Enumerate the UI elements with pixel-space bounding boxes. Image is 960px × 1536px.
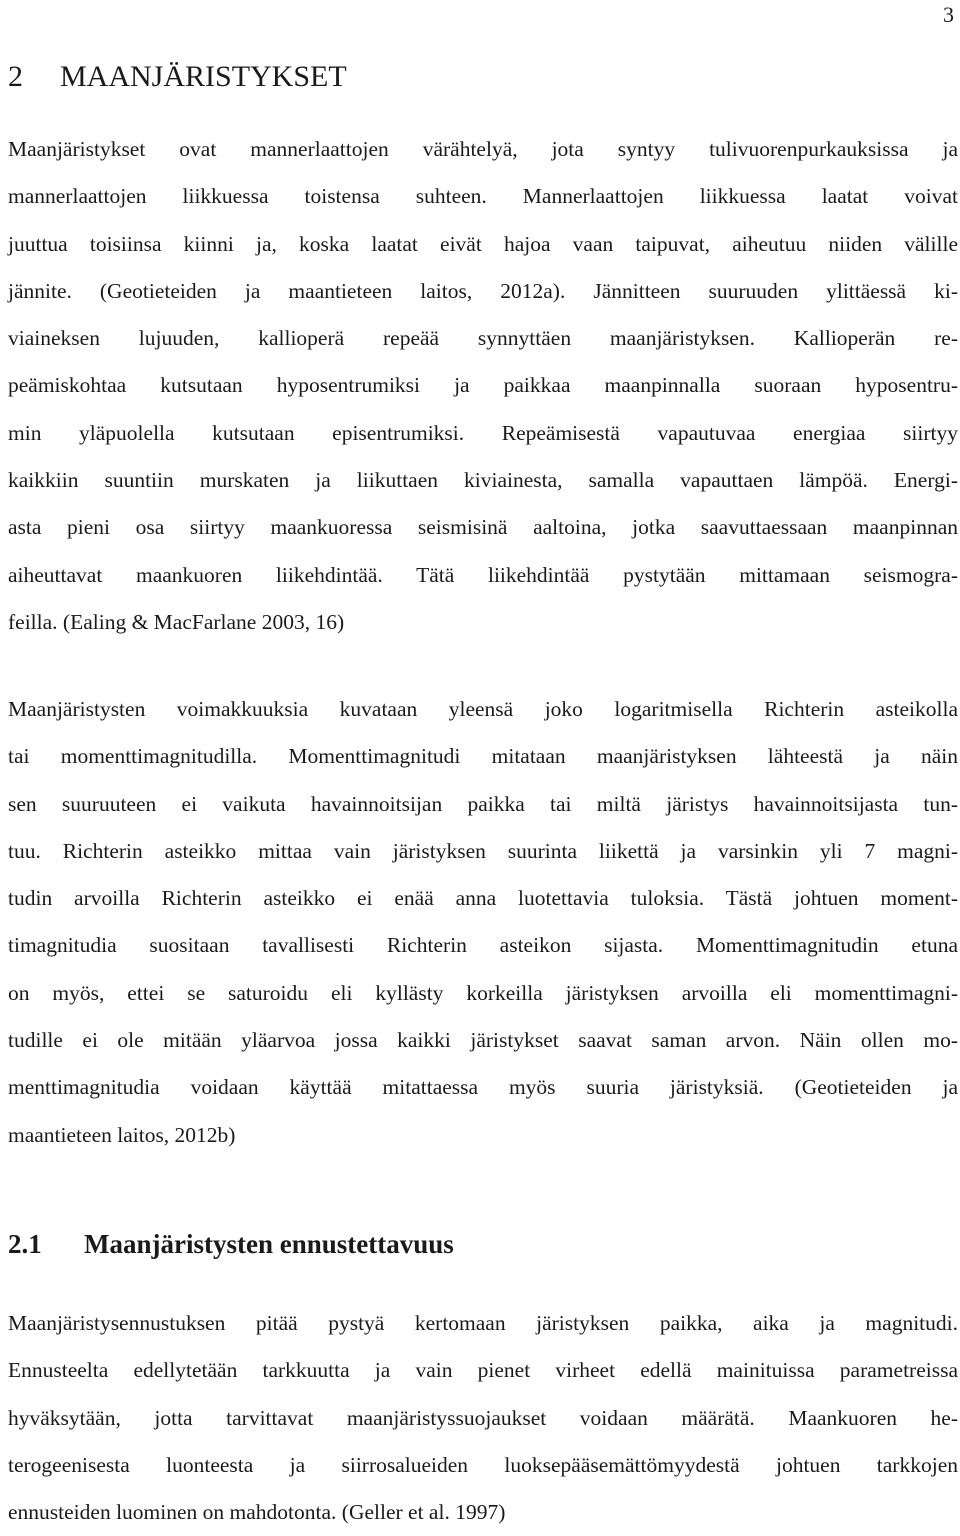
text-line: menttimagnitudia voidaan käyttää mitattaessa myös suuria järistyksiä. (Geotieteiden ja — [8, 1075, 958, 1100]
text-line: mannerlaattojen liikkuessa toistensa suhteen. Mannerlaattojen liikkuessa laatat voivat — [8, 184, 958, 209]
text-line: aiheuttavat maankuoren liikehdintää. Tätä liikehdintää pystytään mittamaan seismogra- — [8, 562, 958, 587]
subsection-heading — [8, 1222, 454, 1266]
text-line: Maanjäristykset ovat mannerlaattojen värähtelyä, jota syntyy tulivuorenpurkauksissa ja — [8, 137, 958, 161]
text-line: maantieteen laitos, 2012b) — [8, 1122, 236, 1147]
subsection-number: 2.1 — [8, 1229, 42, 1259]
text-line: asta pieni osa siirtyy maankuoressa seismisinä aaltoina, jotka saavuttaessaan maanpinnan — [8, 515, 958, 540]
text-line: Ennusteelta edellytetään tarkkuutta ja vain pienet virheet edellä mainituissa parametreissa — [8, 1358, 958, 1383]
text-line: terogeenisesta luonteesta ja siirrosalueiden luoksepääsemättömyydestä johtuen tarkkojen — [8, 1452, 958, 1477]
text-line: min yläpuolella kutsutaan episentrumiksi. Repeämisestä vapautuvaa energiaa siirtyy — [8, 420, 958, 445]
section-number: 2 — [8, 60, 23, 93]
paragraph-intro — [8, 126, 958, 646]
text-line: Maanjäristysten voimakkuuksia kuvataan yleensä joko logaritmisella Richterin asteikolla — [8, 697, 958, 721]
text-line: tudin arvoilla Richterin asteikko ei enää anna luotettavia tuloksia. Tästä johtuen moment- — [8, 886, 958, 911]
text-line: tuu. Richterin asteikko mittaa vain järistyksen suurinta liikettä ja varsinkin yli 7 magni- — [8, 838, 958, 863]
paragraph-prediction — [8, 1300, 958, 1536]
text-line: viaineksen lujuuden, kallioperä repeää synnyttäen maanjäristyksen. Kallioperän re- — [8, 326, 958, 351]
text-line: timagnitudia suositaan tavallisesti Richterin asteikon sijasta. Momenttimagnitudin etuna — [8, 933, 958, 958]
text-line: tudille ei ole mitään yläarvoa jossa kaikki järistykset saavat saman arvon. Näin ollen mo- — [8, 1028, 958, 1053]
text-line: Maanjäristysennustuksen pitää pystyä kertomaan järistyksen paikka, aika ja magnitudi. — [8, 1311, 958, 1335]
page-number: 3 — [943, 2, 954, 27]
text-line: hyväksytään, jotta tarvittavat maanjäristyssuojaukset voidaan määrätä. Maankuoren he- — [8, 1405, 958, 1430]
section-heading — [8, 54, 347, 100]
text-line: sen suuruuteen ei vaikuta havainnoitsijan paikka tai miltä järistys havainnoitsijasta tun- — [8, 791, 958, 816]
text-line: peämiskohtaa kutsutaan hyposentrumiksi ja paikkaa maanpinnalla suoraan hyposentru- — [8, 373, 958, 398]
section-title: MAANJÄRISTYKSET — [60, 60, 347, 93]
text-line: jännite. (Geotieteiden ja maantieteen laitos, 2012a). Jännitteen suuruuden ylittäessä ki- — [8, 278, 958, 303]
text-line: juuttua toisiinsa kiinni ja, koska laatat eivät hajoa vaan taipuvat, aiheutuu niiden välille — [8, 231, 958, 256]
paragraph-magnitude — [8, 686, 958, 1159]
text-line: kaikkiin suuntiin murskaten ja liikuttaen kiviainesta, samalla vapauttaen lämpöä. Energi- — [8, 468, 958, 493]
text-line: on myös, ettei se saturoidu eli kyllästy korkeilla järistyksen arvoilla eli momenttimagni- — [8, 980, 958, 1005]
subsection-title: Maanjäristysten ennustettavuus — [84, 1229, 454, 1259]
text-line: ennusteiden luominen on mahdotonta. (Geller et al. 1997) — [8, 1500, 506, 1525]
text-line: tai momenttimagnitudilla. Momenttimagnitudi mitataan maanjäristyksen lähteestä ja näin — [8, 744, 958, 769]
text-line: feilla. (Ealing & MacFarlane 2003, 16) — [8, 609, 345, 634]
